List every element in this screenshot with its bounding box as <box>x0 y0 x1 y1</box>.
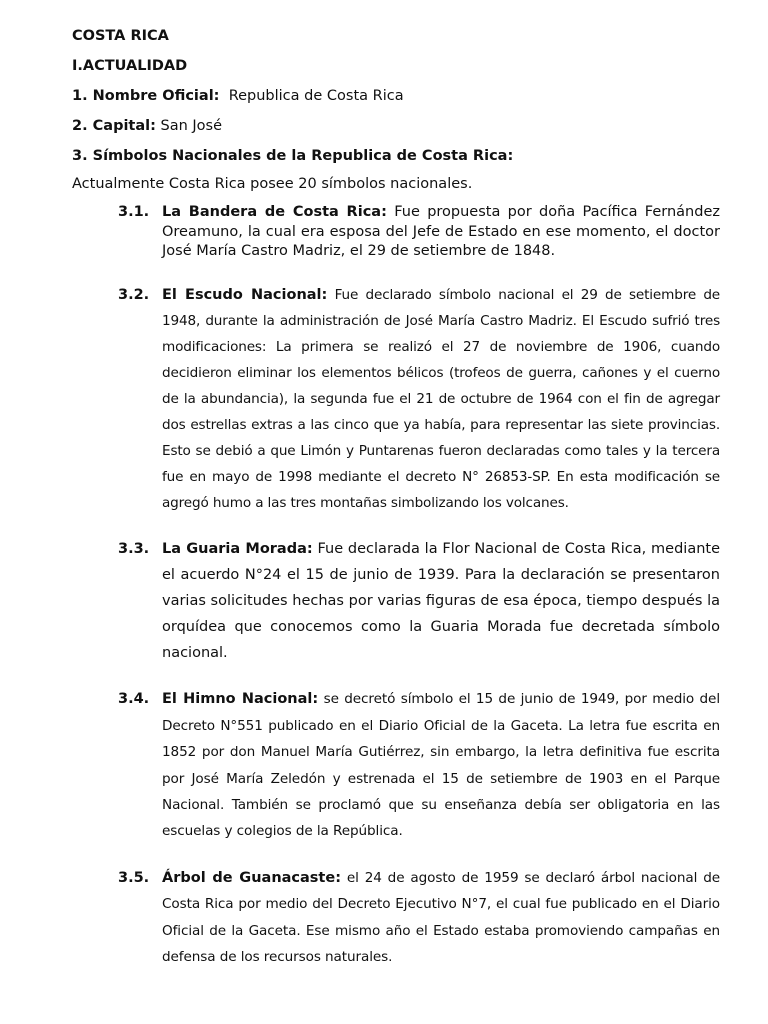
symbols-heading: 3. Símbolos Nacionales de la Republica de Costa Rica: <box>72 148 514 164</box>
field-capital <box>72 116 720 136</box>
list-item-number: 3.4. <box>118 691 150 708</box>
list-item-text: el 24 de agosto de 1959 se declaró árbol nacional de Costa Rica por medio del Decreto Ejecutivo N°7, el cual fue publicado en el Diario Oficial de la Gaceta. Ese mismo año el Estado estaba promoviendo campañas en defensa de los recursos naturales. <box>162 869 720 965</box>
list-item-title: El Escudo Nacional: <box>162 286 328 303</box>
list-item <box>72 865 720 971</box>
list-item-number: 3.2. <box>118 286 150 303</box>
list-item-body <box>162 536 720 666</box>
list-item-body <box>162 282 720 517</box>
list-item-body <box>162 865 720 971</box>
list-item-body <box>162 203 720 262</box>
list-item-number: 3.5. <box>118 869 150 886</box>
list-item <box>72 536 720 666</box>
intro-paragraph: Actualmente Costa Rica posee 20 símbolos nacionales. <box>72 176 473 192</box>
list-item-title: El Himno Nacional: <box>162 691 319 708</box>
document-page <box>72 26 720 970</box>
list-item-text: Fue propuesta por doña Pacífica Fernández Oreamuno, la cual era esposa del Jefe de Estado en ese momento, el doctor José María Castro Madriz, el 29 de setiembre de 1848. <box>162 204 720 259</box>
section-heading: I.ACTUALIDAD <box>72 58 188 74</box>
list-item-text: Fue declarado símbolo nacional el 29 de setiembre de 1948, durante la administración de José María Castro Madriz. El Escudo sufrió tres modificaciones: La primera se realizó el 27 de noviembre de 1906, cuando decidieron eliminar los elementos bélicos (trofeos de guerra, cañones y el cuerno de la abundancia), la segunda fue el 21 de octubre de 1964 con el fin de agregar dos estrellas extras a las cinco que ya había, para representar las siete provincias. Esto se debió a que Limón y Puntarenas fueron declaradas como tales y la tercera fue en mayo de 1998 mediante el decreto N° 26853-SP. En esta modificación se agregó humo a las tres montañas simbolizando los volcanes. <box>162 286 721 512</box>
field-official-name <box>72 86 720 106</box>
field-value: San José <box>160 118 223 134</box>
list-item-title: La Bandera de Costa Rica: <box>162 204 387 220</box>
list-item-number: 3.1. <box>118 204 150 220</box>
field-label: 2. Capital: <box>72 118 156 134</box>
field-label: 1. Nombre Oficial: <box>72 88 220 104</box>
list-item-body <box>162 686 720 844</box>
list-item-text: se decretó símbolo el 15 de junio de 1949, por medio del Decreto N°551 publicado en el Diario Oficial de la Gaceta. La letra fue escrita en 1852 por don Manuel María Gutiérrez, sin embargo, la letra definitiva fue escrita por José María Zeledón y estrenada el 15 de setiembre de 1903 en el Parque Nacional. También se proclamó que su enseñanza debía ser obligatoria en las escuelas y colegios de la República. <box>162 691 720 840</box>
list-item-title: La Guaria Morada: <box>162 541 313 558</box>
list-item <box>72 203 720 262</box>
list-item-text: Fue declarada la Flor Nacional de Costa Rica, mediante el acuerdo N°24 el 15 de junio de 1939. Para la declaración se presentaron varias solicitudes hechas por varias figuras de esa época, tiempo después la orquídea que conocemos como la Guaria Morada fue decretada símbolo nacional. <box>162 541 720 662</box>
list-item-number: 3.3. <box>118 541 150 558</box>
field-value: Republica de Costa Rica <box>228 88 404 104</box>
document-country-title: COSTA RICA <box>72 28 169 44</box>
list-item <box>72 686 720 844</box>
list-item-title: Árbol de Guanacaste: <box>162 869 341 886</box>
list-item <box>72 282 720 517</box>
